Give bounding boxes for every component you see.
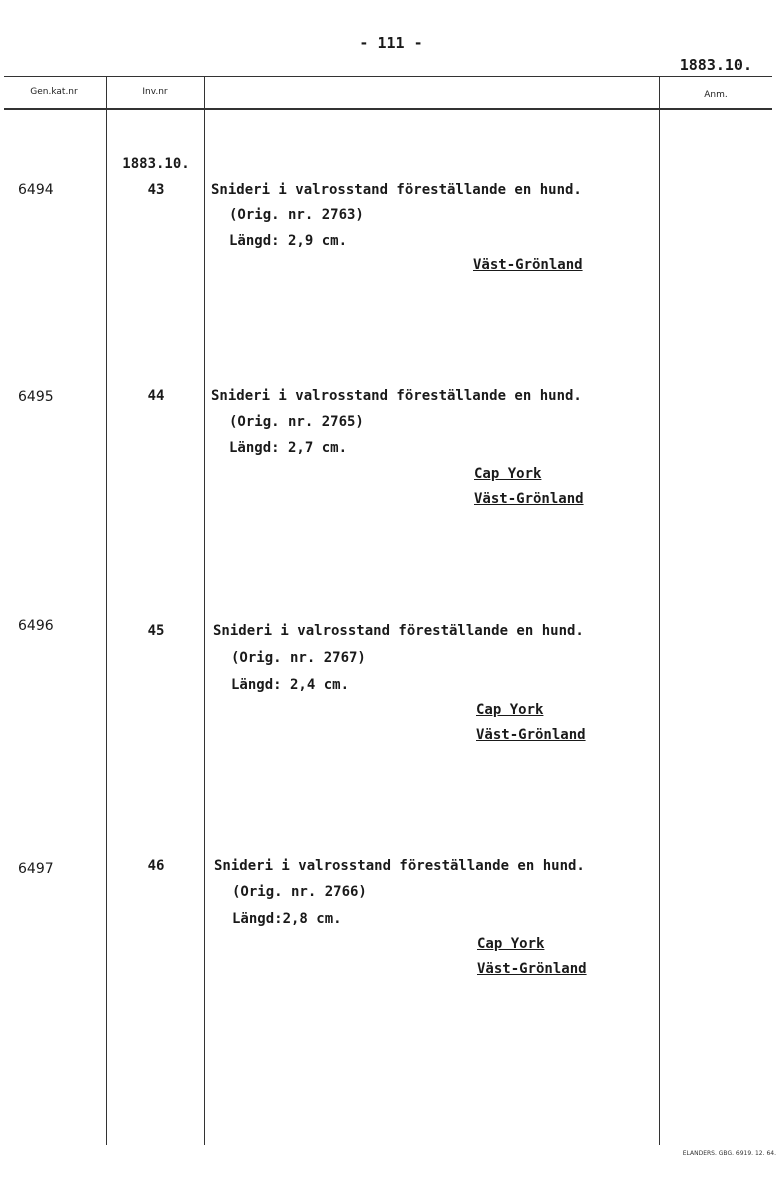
column-divider-gen-inv (106, 77, 107, 1145)
column-header-inv: Inv.nr (142, 87, 168, 97)
column-header-anm: Anm. (704, 90, 728, 100)
entry-place: Väst-Grönland (477, 961, 587, 977)
entry-length: Längd: 2,4 cm. (231, 677, 350, 693)
entry-place: Väst-Grönland (474, 491, 584, 507)
column-divider-desc-anm (659, 77, 660, 1145)
header-bottom-rule (4, 108, 772, 110)
entry-length: Längd: 2,9 cm. (229, 233, 348, 249)
inv-number: 43 (147, 182, 165, 198)
entry-place: Cap York (477, 936, 545, 952)
entry-place: Cap York (474, 466, 542, 482)
entry-orig-number: (Orig. nr. 2763) (229, 207, 364, 223)
entry-place: Väst-Grönland (476, 727, 586, 743)
entry-orig-number: (Orig. nr. 2766) (232, 884, 367, 900)
column-header-gen-kat: Gen.kat.nr (30, 87, 78, 97)
header-top-rule (4, 76, 772, 77)
entry-place: Cap York (476, 702, 544, 718)
inv-number: 45 (147, 623, 165, 639)
group-year: 1883.10. (122, 156, 190, 172)
printer-mark: ELANDERS. GBG. 6919. 12. 64. (682, 1150, 776, 1157)
entry-description: Snideri i valrosstand föreställande en hund. (213, 623, 584, 639)
gen-kat-number: 6496 (18, 618, 54, 634)
entry-length: Längd: 2,7 cm. (229, 440, 348, 456)
entry-description: Snideri i valrosstand föreställande en hund. (214, 858, 585, 874)
entry-place: Väst-Grönland (473, 257, 583, 273)
entry-length: Längd:2,8 cm. (232, 911, 342, 927)
gen-kat-number: 6495 (18, 389, 54, 405)
entry-orig-number: (Orig. nr. 2767) (231, 650, 366, 666)
gen-kat-number: 6497 (18, 861, 54, 877)
entry-orig-number: (Orig. nr. 2765) (229, 414, 364, 430)
inv-number: 44 (147, 388, 165, 404)
gen-kat-number: 6494 (18, 182, 54, 198)
entry-description: Snideri i valrosstand föreställande en hund. (211, 182, 582, 198)
header-year: 1883.10. (679, 56, 752, 74)
column-divider-inv-desc (204, 77, 205, 1145)
entry-description: Snideri i valrosstand föreställande en hund. (211, 388, 582, 404)
page-number: - 111 - (359, 34, 423, 52)
inv-number: 46 (147, 858, 165, 874)
